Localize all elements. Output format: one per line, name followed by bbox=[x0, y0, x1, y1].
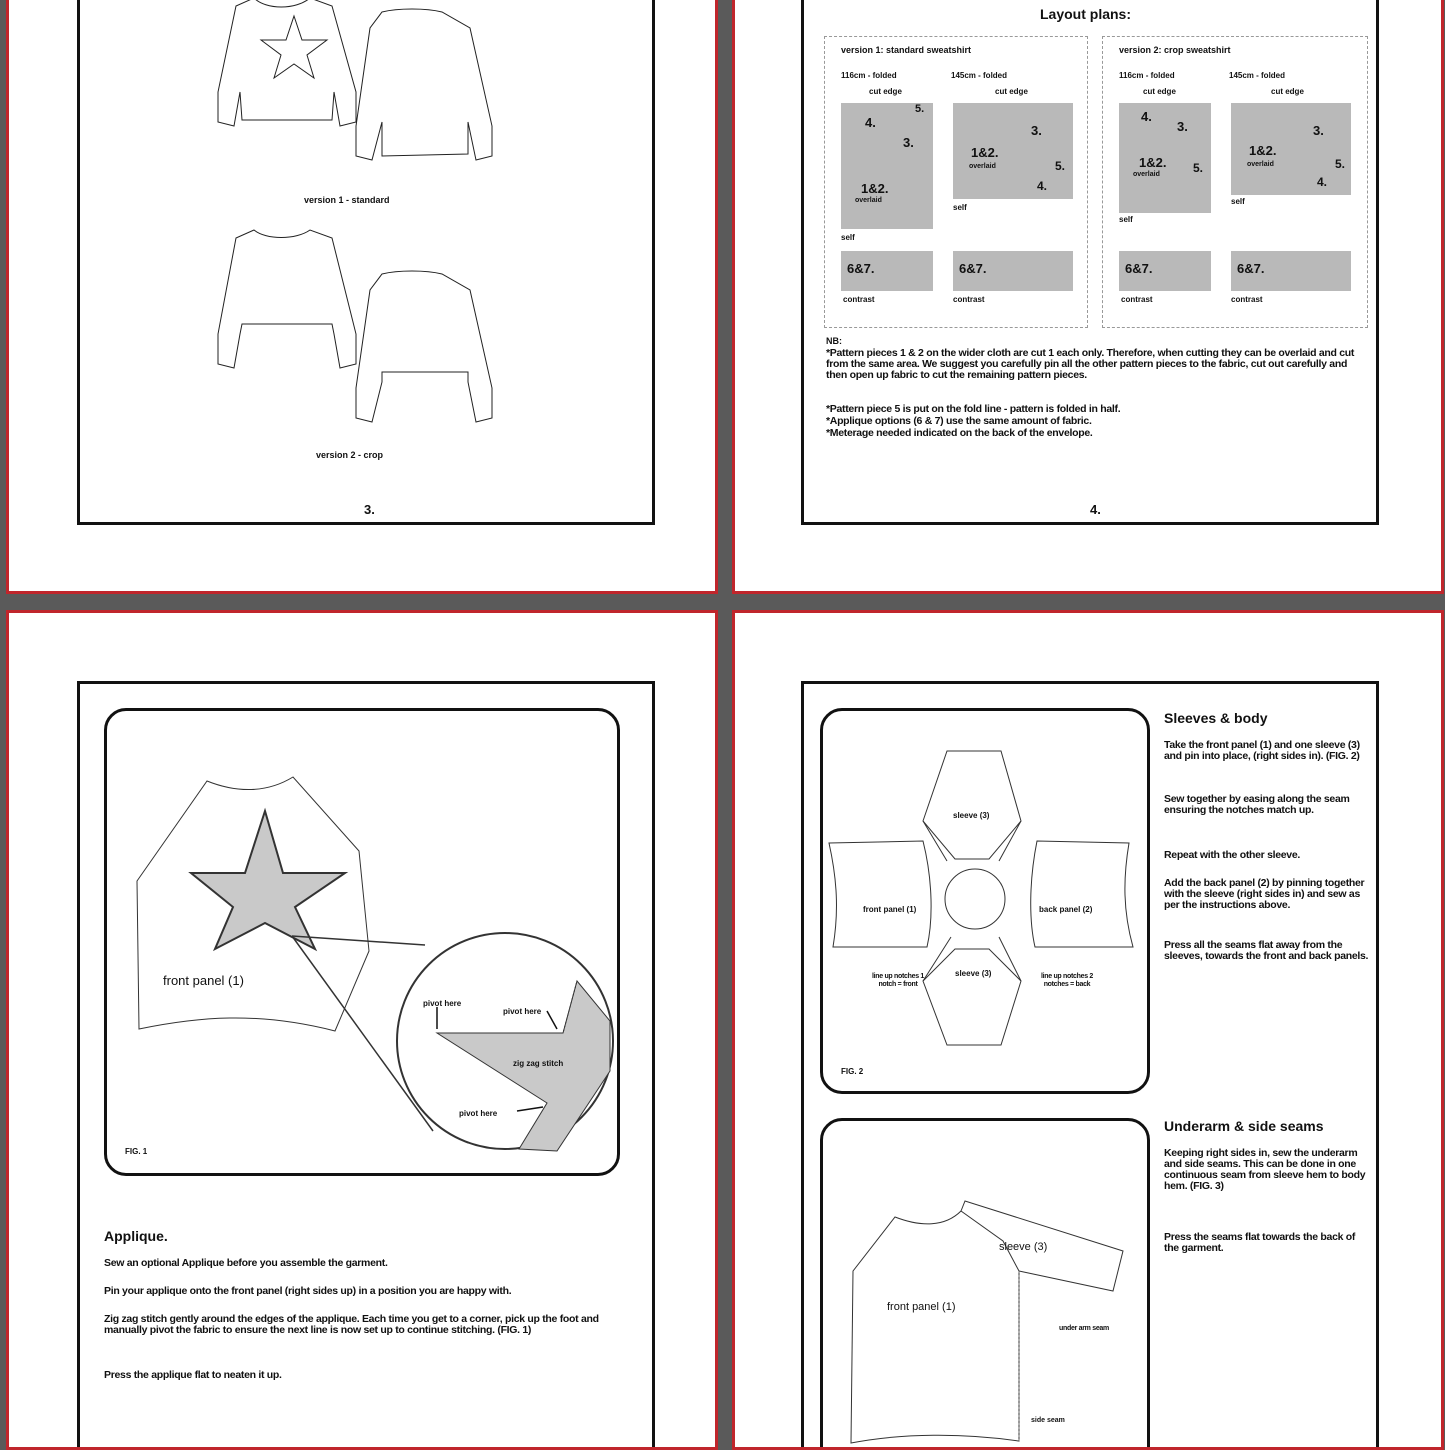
edge-label: cut edge bbox=[869, 87, 902, 96]
note-1: *Pattern pieces 1 & 2 on the wider cloth are cut 1 each only. Therefore, when cutting they can be overlaid and cut from the same area. We suggest you carefully pin all the other pattern pieces to the fabric, cut out carefully and then open up fabric to cut the remaining pattern pieces. bbox=[826, 347, 1355, 381]
piece-label: 1&2. bbox=[861, 181, 889, 196]
sleeves-step-4: Add the back panel (2) by pinning together with the sleeve (right sides in) and sew as per the instructions above. bbox=[1164, 877, 1365, 911]
sleeves-step-3: Repeat with the other sleeve. bbox=[1164, 849, 1301, 861]
fold-width-label: 145cm - folded bbox=[951, 71, 1008, 80]
piece-label: 1&2. bbox=[1249, 143, 1277, 158]
figure-label: FIG. 1 bbox=[125, 1147, 148, 1156]
applique-front-panel-illustration bbox=[107, 711, 617, 1173]
note-4: *Meterage needed indicated on the back of the envelope. bbox=[826, 427, 1093, 439]
edge-label: cut edge bbox=[995, 87, 1028, 96]
piece-label: 1&2. bbox=[971, 145, 999, 160]
applique-step-3: Zig zag stitch gently around the edges of the applique. Each time you get to a corner, pick up the foot and manually pivot the fabric to ensure the next line is now set up to continue stitching. (FIG. 1) bbox=[104, 1313, 599, 1336]
underarm-step-1: Keeping right sides in, sew the underarm and side seams. This can be done in one continuous seam from sleeve hem to body hem. (FIG. 3) bbox=[1164, 1147, 1366, 1192]
pivot-label: pivot here bbox=[503, 1007, 542, 1016]
front-panel-label: front panel (1) bbox=[863, 905, 917, 914]
self-label: self bbox=[841, 233, 855, 242]
fabric-self-116 bbox=[841, 103, 933, 229]
self-label: self bbox=[1231, 197, 1245, 206]
layout-v1-title: version 1: standard sweatshirt bbox=[841, 45, 972, 55]
page-3 bbox=[77, 0, 655, 525]
figure-1-frame bbox=[104, 708, 620, 1176]
notch-note-right: line up notches 2 notches = back bbox=[1040, 973, 1094, 988]
contrast-label: contrast bbox=[953, 295, 985, 304]
figure-label: FIG. 2 bbox=[841, 1067, 864, 1076]
edge-label: cut edge bbox=[1143, 87, 1176, 96]
sleeves-step-2: Sew together by easing along the seam ensuring the notches match up. bbox=[1164, 793, 1350, 816]
figure-2-frame bbox=[820, 708, 1150, 1094]
piece-label: 5. bbox=[1193, 161, 1204, 175]
sleeve-label: sleeve (3) bbox=[999, 1241, 1048, 1253]
piece-label: 5. bbox=[1335, 157, 1346, 171]
note-2: *Pattern piece 5 is put on the fold line - pattern is folded in half. bbox=[826, 403, 1121, 415]
pivot-label: pivot here bbox=[423, 999, 462, 1008]
page-thumbnail-6[interactable] bbox=[732, 610, 1444, 1450]
page-title: Layout plans: bbox=[1040, 6, 1132, 22]
piece-label: 1&2. bbox=[1139, 155, 1167, 170]
sleeve-label: sleeve (3) bbox=[953, 811, 990, 820]
contrast-label: contrast bbox=[1121, 295, 1153, 304]
page-number: 4. bbox=[1090, 502, 1101, 517]
underarm-side-seam-illustration bbox=[823, 1121, 1147, 1450]
underarm-seam-label: under arm seam bbox=[1059, 1325, 1109, 1332]
applique-step-2: Pin your applique onto the front panel (right sides up) in a position you are happy with. bbox=[104, 1285, 512, 1297]
notch-note-left: line up notches 1 notch = front bbox=[871, 973, 925, 988]
sleeves-step-1: Take the front panel (1) and one sleeve (3) and pin into place, (right sides in). (FIG. 2) bbox=[1164, 739, 1360, 762]
piece-label: 6&7. bbox=[959, 261, 987, 276]
page-6 bbox=[801, 681, 1379, 1450]
piece-label: 5. bbox=[915, 103, 925, 115]
page-thumbnail-5[interactable] bbox=[6, 610, 718, 1450]
layout-v2-title: version 2: crop sweatshirt bbox=[1119, 45, 1231, 55]
overlaid-label: overlaid bbox=[855, 197, 882, 204]
side-seam-label: side seam bbox=[1031, 1417, 1065, 1424]
fold-width-label: 116cm - folded bbox=[841, 71, 897, 80]
front-panel-label: front panel (1) bbox=[887, 1301, 956, 1313]
page-thumbnail-3[interactable] bbox=[6, 0, 718, 594]
page-number: 3. bbox=[364, 502, 375, 517]
contrast-label: contrast bbox=[843, 295, 875, 304]
piece-label: 5. bbox=[1055, 159, 1066, 173]
caption-version-crop: version 2 - crop bbox=[316, 450, 384, 460]
underarm-step-2: Press the seams flat towards the back of the garment. bbox=[1164, 1231, 1356, 1254]
layout-plan-version-1 bbox=[824, 36, 1088, 328]
piece-label: 3. bbox=[903, 135, 914, 150]
piece-label: 6&7. bbox=[847, 261, 875, 276]
piece-label: 3. bbox=[1031, 123, 1042, 138]
pivot-label: pivot here bbox=[459, 1109, 498, 1118]
sleeves-body-heading: Sleeves & body bbox=[1164, 710, 1268, 726]
zigzag-label: zig zag stitch bbox=[513, 1059, 564, 1068]
layout-plan-version-2 bbox=[1102, 36, 1368, 328]
caption-version-standard: version 1 - standard bbox=[304, 195, 390, 205]
self-label: self bbox=[1119, 215, 1133, 224]
nb-label: NB: bbox=[826, 336, 842, 346]
overlaid-label: overlaid bbox=[969, 163, 996, 170]
sleeves-step-5: Press all the seams flat away from the sleeves, towards the front and back panels. bbox=[1164, 939, 1369, 962]
piece-label: 4. bbox=[1141, 109, 1152, 124]
piece-label: 3. bbox=[1313, 123, 1324, 138]
contrast-label: contrast bbox=[1231, 295, 1263, 304]
sweatshirt-standard-back-illustration bbox=[342, 6, 522, 176]
self-label: self bbox=[953, 203, 967, 212]
piece-label: 4. bbox=[865, 115, 876, 130]
page-thumbnail-4[interactable] bbox=[732, 0, 1444, 594]
underarm-heading: Underarm & side seams bbox=[1164, 1118, 1324, 1134]
page-4 bbox=[801, 0, 1379, 525]
applique-heading: Applique. bbox=[104, 1228, 168, 1244]
sleeves-body-assembly-illustration bbox=[823, 711, 1147, 1091]
sleeve-label: sleeve (3) bbox=[955, 969, 992, 978]
applique-step-4: Press the applique flat to neaten it up. bbox=[104, 1369, 282, 1381]
applique-step-1: Sew an optional Applique before you assemble the garment. bbox=[104, 1257, 388, 1269]
piece-label: 3. bbox=[1177, 119, 1188, 134]
figure-3-frame bbox=[820, 1118, 1150, 1450]
sweatshirt-crop-back-illustration bbox=[342, 268, 522, 433]
piece-label: 4. bbox=[1317, 175, 1328, 189]
edge-label: cut edge bbox=[1271, 87, 1304, 96]
front-panel-label: front panel (1) bbox=[163, 973, 244, 988]
back-panel-label: back panel (2) bbox=[1039, 905, 1093, 914]
note-3: *Applique options (6 & 7) use the same amount of fabric. bbox=[826, 415, 1092, 427]
overlaid-label: overlaid bbox=[1247, 161, 1274, 168]
fold-width-label: 145cm - folded bbox=[1229, 71, 1286, 80]
piece-label: 4. bbox=[1037, 179, 1048, 193]
piece-label: 6&7. bbox=[1125, 261, 1153, 276]
fold-width-label: 116cm - folded bbox=[1119, 71, 1175, 80]
overlaid-label: overlaid bbox=[1133, 171, 1160, 178]
page-5 bbox=[77, 681, 655, 1450]
piece-label: 6&7. bbox=[1237, 261, 1265, 276]
